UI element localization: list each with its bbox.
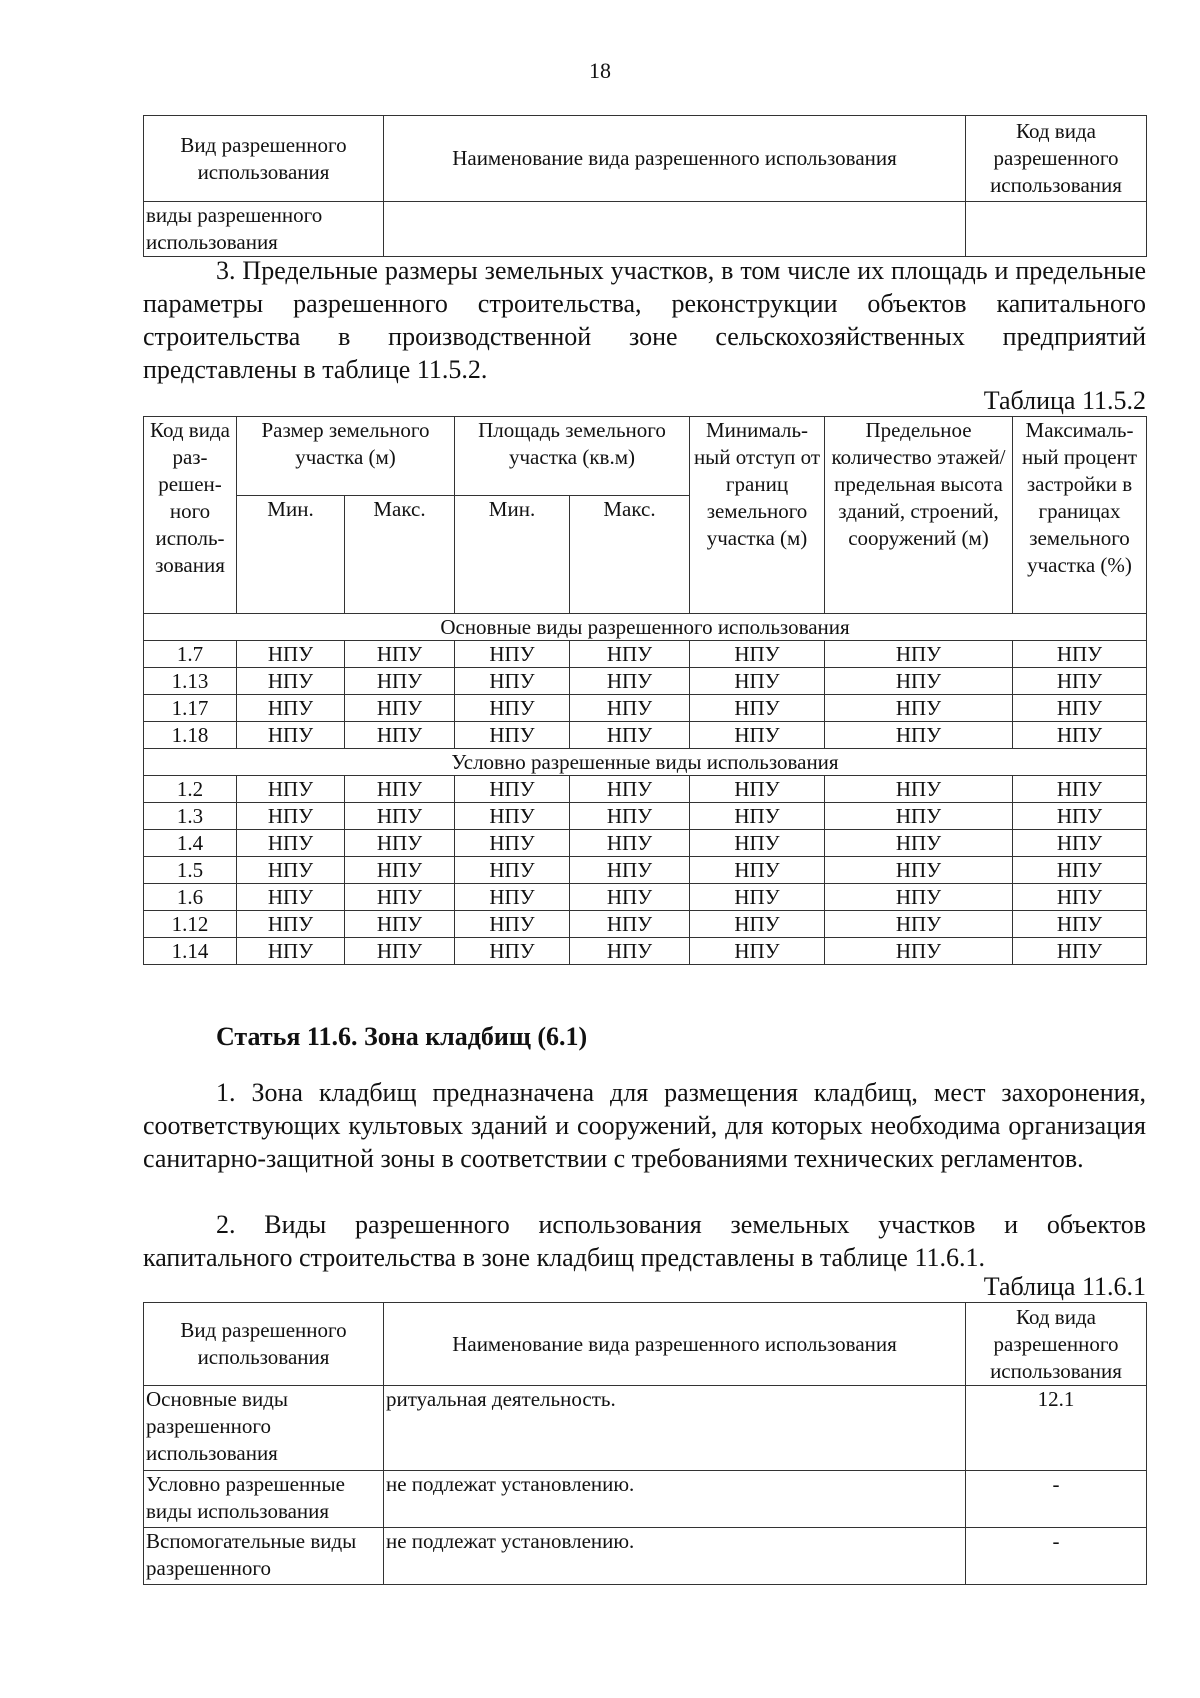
table-row: [144, 722, 1147, 749]
cell-use-type: Основные виды разрешенного использования: [144, 1386, 384, 1471]
cell-value: НПУ: [690, 911, 825, 938]
cell-value: НПУ: [455, 641, 570, 668]
cell-value: НПУ: [455, 857, 570, 884]
header-min-setback: Минималь- ный отступ от границ земельного участка (м): [690, 417, 825, 614]
cell-value: НПУ: [825, 803, 1013, 830]
table-row: [144, 1386, 1147, 1471]
cell-value: НПУ: [345, 884, 455, 911]
cell-value: НПУ: [690, 668, 825, 695]
cell-value: НПУ: [237, 911, 345, 938]
cell-value: НПУ: [237, 938, 345, 965]
header-use-type: Вид разрешенного использования: [144, 116, 384, 202]
cell-value: НПУ: [455, 830, 570, 857]
header-area-max: Макс.: [570, 496, 690, 614]
cell-value: НПУ: [690, 938, 825, 965]
paragraph-1: 1. Зона кладбищ предназначена для размещения кладбищ, мест захоронения, соответствующих культовых зданий и сооружений, для которых необходима организация санитарно-защитной зоны в соответствии с требованиями технических регламентов.: [143, 1078, 1146, 1173]
cell-value: НПУ: [345, 722, 455, 749]
cell-use-code: 1.18: [144, 722, 237, 749]
header-use-code: Код вида разрешенного использования: [966, 116, 1147, 202]
cell-value: НПУ: [1013, 803, 1147, 830]
section-conditional-uses: Условно разрешенные виды использования: [144, 749, 1147, 776]
cell-value: НПУ: [825, 884, 1013, 911]
cell-value: НПУ: [237, 803, 345, 830]
table-row: [144, 668, 1147, 695]
cell-use-code: 1.7: [144, 641, 237, 668]
header-lot-size-min: Мин.: [237, 496, 345, 614]
header-use-code: Код вида разрешенного использования: [966, 1303, 1147, 1386]
header-area-min: Мин.: [455, 496, 570, 614]
cell-value: НПУ: [570, 938, 690, 965]
cell-value: НПУ: [825, 695, 1013, 722]
cell-use-type: виды разрешенного использования: [144, 202, 384, 257]
cell-value: НПУ: [1013, 695, 1147, 722]
cell-value: НПУ: [690, 803, 825, 830]
cell-value: НПУ: [345, 695, 455, 722]
cell-use-code: -: [966, 1528, 1147, 1585]
cell-use-code: 1.14: [144, 938, 237, 965]
cell-value: НПУ: [570, 803, 690, 830]
cell-value: НПУ: [570, 668, 690, 695]
cell-use-type: Условно разрешенные виды использования: [144, 1471, 384, 1528]
cell-value: НПУ: [455, 884, 570, 911]
cell-value: НПУ: [455, 938, 570, 965]
cell-value: НПУ: [1013, 884, 1147, 911]
cell-use-code: 1.4: [144, 830, 237, 857]
cell-value: НПУ: [825, 857, 1013, 884]
header-lot-area: Площадь земельного участка (кв.м): [455, 417, 690, 496]
table-row: [144, 1528, 1147, 1585]
cell-use-name: ритуальная деятельность.: [384, 1386, 966, 1471]
cell-value: НПУ: [455, 722, 570, 749]
cell-value: НПУ: [237, 776, 345, 803]
table-row: [144, 1471, 1147, 1528]
cell-value: НПУ: [570, 776, 690, 803]
cell-value: НПУ: [455, 776, 570, 803]
cell-use-code: 1.13: [144, 668, 237, 695]
cell-use-code: 1.5: [144, 857, 237, 884]
cell-value: НПУ: [690, 884, 825, 911]
cell-value: НПУ: [1013, 722, 1147, 749]
table-row: [144, 830, 1147, 857]
cell-value: НПУ: [455, 803, 570, 830]
header-use-type: Вид разрешенного использования: [144, 1303, 384, 1386]
cell-value: НПУ: [345, 938, 455, 965]
section-main-uses: Основные виды разрешенного использования: [144, 614, 1147, 641]
cell-value: НПУ: [1013, 830, 1147, 857]
cell-value: НПУ: [825, 911, 1013, 938]
cell-use-code: 1.12: [144, 911, 237, 938]
table-11-5-2-caption: Таблица 11.5.2: [983, 386, 1146, 415]
cell-use-code: 1.6: [144, 884, 237, 911]
cell-value: НПУ: [825, 722, 1013, 749]
cell-use-code: [966, 202, 1147, 257]
cell-value: НПУ: [825, 776, 1013, 803]
header-code: Код вида раз- решен- ного исполь- зования: [144, 417, 237, 614]
cell-value: НПУ: [825, 641, 1013, 668]
cell-use-name: [384, 202, 966, 257]
cell-value: НПУ: [345, 830, 455, 857]
cell-value: НПУ: [570, 884, 690, 911]
cell-value: НПУ: [690, 641, 825, 668]
cell-value: НПУ: [825, 938, 1013, 965]
cell-value: НПУ: [345, 668, 455, 695]
cell-value: НПУ: [345, 803, 455, 830]
cell-use-code: 1.2: [144, 776, 237, 803]
table-row: [144, 938, 1147, 965]
header-lot-size-max: Макс.: [345, 496, 455, 614]
table-row: [144, 857, 1147, 884]
paragraph-3: 3. Предельные размеры земельных участков, в том числе их площадь и предельные параметры разрешенного строительства, реконструкции объектов капитального строительства в производственной зоне сельскохозяйственных предприятий представлены в таблице 11.5.2.: [143, 256, 1146, 384]
cell-use-name: не подлежат установлению.: [384, 1528, 966, 1585]
page-number: 18: [589, 58, 611, 83]
header-use-name: Наименование вида разрешенного использования: [384, 116, 966, 202]
cell-use-type: Вспомогательные виды разрешенного: [144, 1528, 384, 1585]
table-row: [144, 884, 1147, 911]
table-row: [144, 911, 1147, 938]
table-row: [144, 641, 1147, 668]
table-row: [144, 776, 1147, 803]
cell-value: НПУ: [570, 911, 690, 938]
cell-value: НПУ: [690, 722, 825, 749]
cell-value: НПУ: [690, 830, 825, 857]
header-max-percent: Максималь- ный процент застройки в границах земельного участка (%): [1013, 417, 1147, 614]
cell-value: НПУ: [1013, 668, 1147, 695]
cell-value: НПУ: [237, 884, 345, 911]
land-use-table-continued: [143, 115, 1147, 257]
header-use-name: Наименование вида разрешенного использования: [384, 1303, 966, 1386]
cell-value: НПУ: [237, 668, 345, 695]
cell-use-code: -: [966, 1471, 1147, 1528]
cell-value: НПУ: [690, 695, 825, 722]
cell-value: НПУ: [237, 722, 345, 749]
cell-value: НПУ: [237, 641, 345, 668]
cell-value: НПУ: [690, 776, 825, 803]
cell-value: НПУ: [570, 641, 690, 668]
cell-use-name: не подлежат установлению.: [384, 1471, 966, 1528]
cell-value: НПУ: [345, 641, 455, 668]
header-max-floors: Предельное количество этажей/ предельная высота зданий, строений, сооружений (м): [825, 417, 1013, 614]
table-row: [144, 803, 1147, 830]
cell-value: НПУ: [1013, 911, 1147, 938]
cell-value: НПУ: [345, 776, 455, 803]
cell-value: НПУ: [825, 830, 1013, 857]
table-row: [144, 202, 1147, 257]
table-11-6-1-caption: Таблица 11.6.1: [983, 1272, 1146, 1301]
cell-value: НПУ: [1013, 776, 1147, 803]
cell-value: НПУ: [345, 911, 455, 938]
cell-value: НПУ: [570, 722, 690, 749]
parameters-table: [143, 416, 1147, 965]
cell-value: НПУ: [1013, 857, 1147, 884]
cemetery-zone-table: [143, 1302, 1147, 1585]
paragraph-2: 2. Виды разрешенного использования земельных участков и объектов капитального строительства в зоне кладбищ представлены в таблице 11.6.1.: [143, 1210, 1146, 1272]
cell-value: НПУ: [825, 668, 1013, 695]
cell-value: НПУ: [455, 911, 570, 938]
cell-use-code: 1.3: [144, 803, 237, 830]
cell-value: НПУ: [1013, 641, 1147, 668]
cell-value: НПУ: [1013, 938, 1147, 965]
cell-value: НПУ: [455, 668, 570, 695]
cell-value: НПУ: [237, 830, 345, 857]
cell-value: НПУ: [690, 857, 825, 884]
table-row: [144, 695, 1147, 722]
cell-use-code: 1.17: [144, 695, 237, 722]
cell-value: НПУ: [455, 695, 570, 722]
cell-value: НПУ: [237, 695, 345, 722]
cell-value: НПУ: [570, 695, 690, 722]
cell-value: НПУ: [237, 857, 345, 884]
cell-value: НПУ: [570, 857, 690, 884]
article-heading: Статья 11.6. Зона кладбищ (6.1): [216, 1022, 588, 1051]
cell-value: НПУ: [345, 857, 455, 884]
cell-value: НПУ: [570, 830, 690, 857]
cell-use-code: 12.1: [966, 1386, 1147, 1471]
header-lot-size: Размер земельного участка (м): [237, 417, 455, 496]
